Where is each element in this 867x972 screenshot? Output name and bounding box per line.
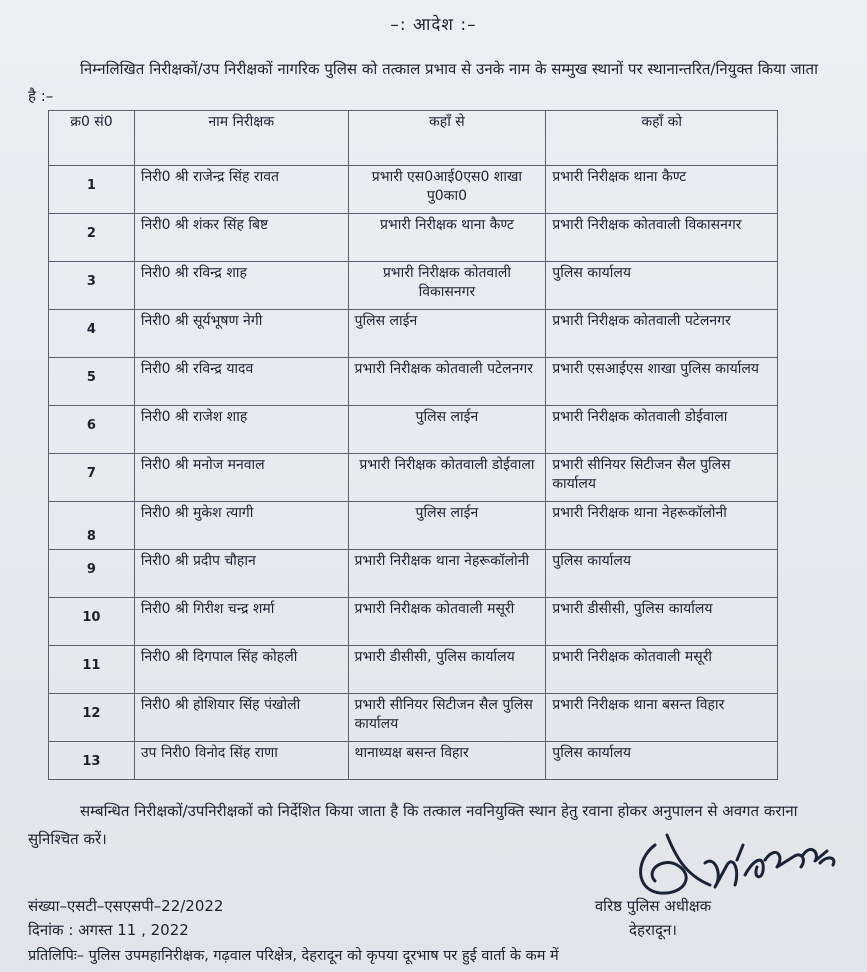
serial-cell: 12 — [49, 694, 135, 742]
header-from: कहाँ से — [348, 111, 546, 166]
table-row — [49, 358, 778, 406]
table-row — [49, 310, 778, 358]
officer-block — [548, 894, 758, 942]
reference-date: दिनांक : अगस्त 11 , 2022 — [28, 921, 189, 939]
name-cell: निरी0 श्री रविन्द्र शाह — [134, 262, 348, 310]
serial-cell: 5 — [49, 358, 135, 406]
to-cell: प्रभारी निरीक्षक कोतवाली पटेलनगर — [546, 310, 778, 358]
officer-designation: वरिष्ठ पुलिस अधीक्षक — [594, 897, 712, 915]
to-cell: पुलिस कार्यालय — [546, 262, 778, 310]
to-cell: पुलिस कार्यालय — [546, 550, 778, 598]
from-cell: प्रभारी निरीक्षक थाना नेहरूकॉलोनी — [348, 550, 546, 598]
table-row — [49, 454, 778, 502]
name-cell: उप निरी0 विनोद सिंह राणा — [134, 742, 348, 780]
table-row — [49, 742, 778, 780]
from-cell: प्रभारी एस0आई0एस0 शाखा पु0का0 — [348, 166, 546, 214]
from-cell: थानाध्यक्ष बसन्त विहार — [348, 742, 546, 780]
serial-cell: 9 — [49, 550, 135, 598]
to-cell: प्रभारी निरीक्षक थाना बसन्त विहार — [546, 694, 778, 742]
intro-paragraph: निम्नलिखित निरीक्षकों/उप निरीक्षकों नागरिक पुलिस को तत्काल प्रभाव से उनके नाम के सम्मुख स्थानों पर स्थानान्तरित/नियुक्त किया जाता है :– — [28, 60, 818, 105]
from-cell: प्रभारी सीनियर सिटीजन सैल पुलिस कार्यालय — [348, 694, 546, 742]
table-row — [49, 550, 778, 598]
copy-to-line: प्रतिलिपिः– पुलिस उपमहानिरीक्षक, गढ़वाल परिक्षेत्र, देहरादून को कृपया दूरभाष पर हुई वार्ता के कम में — [28, 948, 559, 964]
table-row — [49, 502, 778, 550]
name-cell: निरी0 श्री गिरीश चन्द्र शर्मा — [134, 598, 348, 646]
to-cell: प्रभारी डीसीसी, पुलिस कार्यालय — [546, 598, 778, 646]
table-row — [49, 694, 778, 742]
header-serial: क्र0 सं0 — [49, 111, 135, 166]
serial-cell: 11 — [49, 646, 135, 694]
name-cell: निरी0 श्री सूर्यभूषण नेगी — [134, 310, 348, 358]
name-cell: निरी0 श्री रविन्द्र यादव — [134, 358, 348, 406]
to-cell: पुलिस कार्यालय — [546, 742, 778, 780]
table-header-row — [49, 111, 778, 166]
serial-cell: 13 — [49, 742, 135, 780]
serial-cell: 3 — [49, 262, 135, 310]
from-cell: पुलिस लाईन — [348, 310, 546, 358]
table-row — [49, 166, 778, 214]
order-heading: –: आदेश :– — [390, 15, 477, 35]
name-cell: निरी0 श्री राजेन्द्र सिंह रावत — [134, 166, 348, 214]
header-name: नाम निरीक्षक — [134, 111, 348, 166]
from-cell: प्रभारी निरीक्षक कोतवाली डोईवाला — [348, 454, 546, 502]
from-cell: प्रभारी निरीक्षक थाना कैण्ट — [348, 214, 546, 262]
reference-block — [28, 894, 223, 942]
from-cell: पुलिस लाईन — [348, 406, 546, 454]
name-cell: निरी0 श्री होशियार सिंह पंखोली — [134, 694, 348, 742]
name-cell: निरी0 श्री शंकर सिंह बिष्ट — [134, 214, 348, 262]
serial-cell: 1 — [49, 166, 135, 214]
header-to: कहाँ को — [546, 111, 778, 166]
to-cell: प्रभारी निरीक्षक कोतवाली विकासनगर — [546, 214, 778, 262]
closing-paragraph: सम्बन्धित निरीक्षकों/उपनिरीक्षकों को निर्देशित किया जाता है कि तत्काल नवनियुक्ति स्थान हेतु रवाना होकर अनुपालन से अवगत कराना सुनिश्चित करें। — [28, 802, 798, 848]
to-cell: प्रभारी निरीक्षक थाना कैण्ट — [546, 166, 778, 214]
to-cell: प्रभारी निरीक्षक कोतवाली मसूरी — [546, 646, 778, 694]
to-cell: प्रभारी निरीक्षक थाना नेहरूकॉलोनी — [546, 502, 778, 550]
name-cell: निरी0 श्री राजेश शाह — [134, 406, 348, 454]
name-cell: निरी0 श्री दिगपाल सिंह कोहली — [134, 646, 348, 694]
table-row — [49, 406, 778, 454]
table-row — [49, 214, 778, 262]
table-row — [49, 598, 778, 646]
serial-cell: 8 — [49, 502, 135, 550]
officer-location: देहरादून। — [629, 921, 677, 939]
table-row — [49, 646, 778, 694]
name-cell: निरी0 श्री प्रदीप चौहान — [134, 550, 348, 598]
transfer-table — [48, 110, 778, 780]
serial-cell: 7 — [49, 454, 135, 502]
serial-cell: 4 — [49, 310, 135, 358]
serial-cell: 6 — [49, 406, 135, 454]
from-cell: प्रभारी निरीक्षक कोतवाली पटेलनगर — [348, 358, 546, 406]
serial-cell: 10 — [49, 598, 135, 646]
from-cell: प्रभारी डीसीसी, पुलिस कार्यालय — [348, 646, 546, 694]
to-cell: प्रभारी एसआईएस शाखा पुलिस कार्यालय — [546, 358, 778, 406]
table-row — [49, 262, 778, 310]
from-cell: पुलिस लाईन — [348, 502, 546, 550]
name-cell: निरी0 श्री मुकेश त्यागी — [134, 502, 348, 550]
name-cell: निरी0 श्री मनोज मनवाल — [134, 454, 348, 502]
serial-cell: 2 — [49, 214, 135, 262]
reference-number: संख्या–एसटी–एसएसपी–22/2022 — [28, 897, 224, 915]
to-cell: प्रभारी सीनियर सिटीजन सैल पुलिस कार्यालय — [546, 454, 778, 502]
from-cell: प्रभारी निरीक्षक कोतवाली विकासनगर — [348, 262, 546, 310]
to-cell: प्रभारी निरीक्षक कोतवाली डोईवाला — [546, 406, 778, 454]
from-cell: प्रभारी निरीक्षक कोतवाली मसूरी — [348, 598, 546, 646]
